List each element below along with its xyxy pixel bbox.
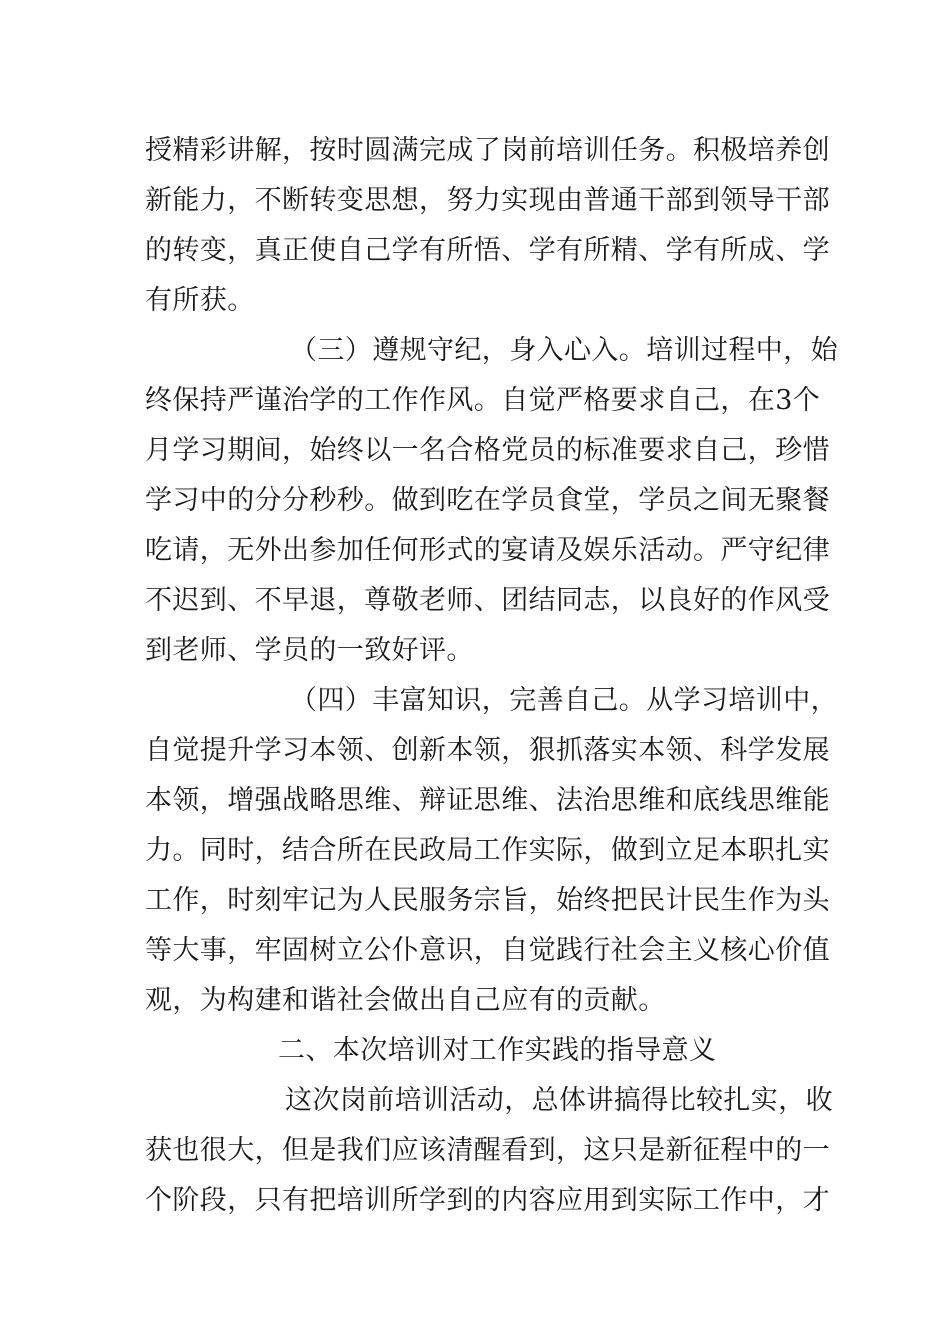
text-line: 有所获。 xyxy=(145,285,255,316)
text-line: 工作，时刻牢记为人民服务宗旨，始终把民计民生作为头 xyxy=(145,885,830,916)
text-line: 本领，增强战略思维、辩证思维、法治思维和底线思维能 xyxy=(145,785,830,816)
text-line: 力。同时，结合所在民政局工作实际，做到立足本职扎实 xyxy=(145,835,830,866)
text-line: 自觉提升学习本领、创新本领，狠抓落实本领、科学发展 xyxy=(145,735,830,766)
text-line: 到老师、学员的一致好评。 xyxy=(145,635,474,666)
text-line: 终保持严谨治学的工作作风。自觉严格要求自己，在3个 xyxy=(145,385,821,416)
text-line: 吃请，无外出参加任何形式的宴请及娱乐活动。严守纪律 xyxy=(145,535,830,566)
text-line: （三）遵规守纪，身入心入。培训过程中，始 xyxy=(290,335,838,366)
section-heading: 二、本次培训对工作实践的指导意义 xyxy=(278,1035,717,1066)
text-line: 获也很大，但是我们应该清醒看到，这只是新征程中的一 xyxy=(145,1135,830,1166)
text-line: 授精彩讲解，按时圆满完成了岗前培训任务。积极培养创 xyxy=(145,135,830,166)
text-line: 学习中的分分秒秒。做到吃在学员食堂，学员之间无聚餐 xyxy=(145,485,830,516)
text-line: 的转变，真正使自己学有所悟、学有所精、学有所成、学 xyxy=(145,235,830,266)
text-line: 不迟到、不早退，尊敬老师、团结同志，以良好的作风受 xyxy=(145,585,830,616)
text-line: 这次岗前培训活动，总体讲搞得比较扎实，收 xyxy=(285,1085,833,1116)
text-line: 月学习期间，始终以一名合格党员的标准要求自己，珍惜 xyxy=(145,435,830,466)
text-line: 新能力，不断转变思想，努力实现由普通干部到领导干部 xyxy=(145,185,830,216)
text-line: 等大事，牢固树立公仆意识，自觉践行社会主义核心价值 xyxy=(145,935,830,966)
text-line: 个阶段，只有把培训所学到的内容应用到实际工作中，才 xyxy=(145,1185,830,1216)
text-line: 观，为构建和谐社会做出自己应有的贡献。 xyxy=(145,985,666,1016)
text-line: （四）丰富知识，完善自己。从学习培训中， xyxy=(290,685,838,716)
